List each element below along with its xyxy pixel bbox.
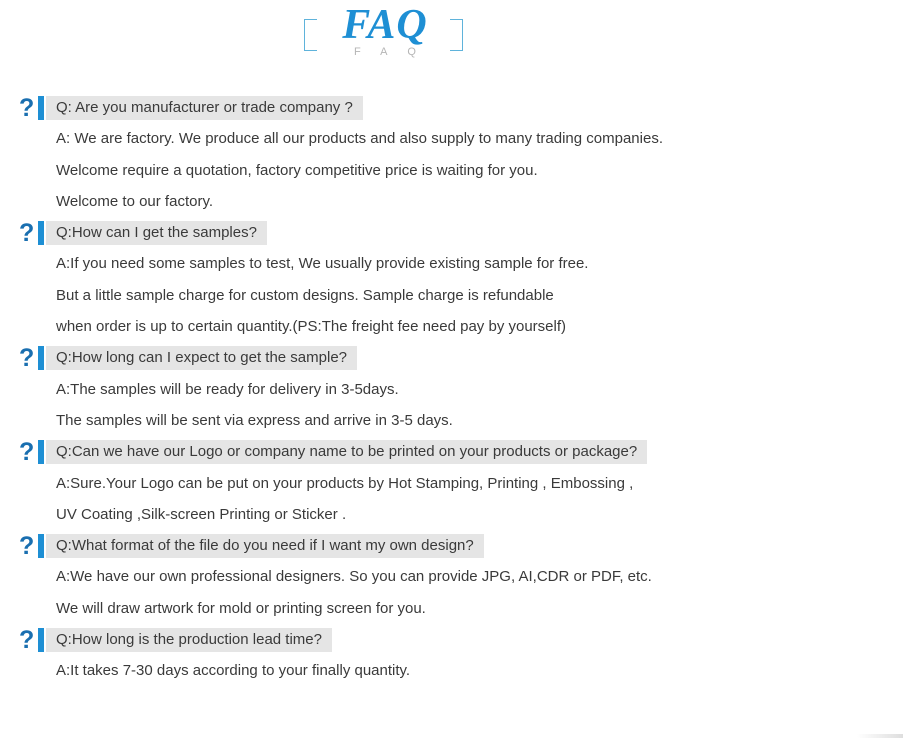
- faq-answer-line: Welcome to our factory.: [56, 192, 214, 210]
- faq-answer-line: We will draw artwork for mold or printing screen for you.: [56, 599, 426, 617]
- faq-question: Q:Can we have our Logo or company name to be printed on your products or package?: [46, 440, 647, 464]
- faq-answer-line: A:If you need some samples to test, We usually provide existing sample for free.: [56, 255, 589, 273]
- faq-answer-row: [0, 562, 903, 593]
- faq-question-row: [0, 531, 903, 562]
- faq-answer-line: UV Coating ,Silk-screen Printing or Sticker .: [56, 505, 347, 523]
- faq-subtitle: FAQ: [353, 46, 436, 58]
- question-mark-icon: ?: [19, 438, 35, 467]
- question-accent-bar: [38, 440, 44, 464]
- faq-question: Q:What format of the file do you need if I want my own design?: [46, 534, 484, 558]
- faq-answer-row: [0, 124, 903, 155]
- faq-answer-line: A:We have our own professional designers. So you can provide JPG, AI,CDR or PDF, etc.: [56, 568, 652, 586]
- faq-answer-row: [0, 187, 903, 218]
- faq-title: FAQ: [342, 2, 428, 48]
- faq-answer-row: [0, 656, 903, 687]
- faq-answer-row: [0, 375, 903, 406]
- question-mark-icon: ?: [19, 219, 35, 248]
- question-accent-bar: [38, 346, 44, 370]
- faq-question: Q:How long can I expect to get the sample?: [46, 346, 357, 370]
- faq-answer-line: A:Sure.Your Logo can be put on your products by Hot Stamping, Printing , Embossing ,: [56, 474, 634, 492]
- faq-question-row: [0, 343, 903, 374]
- question-accent-bar: [38, 221, 44, 245]
- faq-answer-row: [0, 469, 903, 500]
- question-accent-bar: [38, 534, 44, 558]
- question-mark-icon: ?: [19, 94, 35, 122]
- faq-answer-row: [0, 281, 903, 312]
- faq-answer-line: A:The samples will be ready for delivery in 3-5days.: [56, 380, 399, 398]
- faq-answer-line: Welcome require a quotation, factory competitive price is waiting for you.: [56, 161, 538, 179]
- question-mark-icon: ?: [19, 532, 35, 561]
- faq-question-row: [0, 437, 903, 468]
- faq-answer-row: [0, 156, 903, 187]
- question-accent-bar: [38, 628, 44, 652]
- faq-question: Q:How long is the production lead time?: [46, 628, 332, 652]
- question-mark-icon: ?: [19, 626, 35, 655]
- faq-answer-row: [0, 249, 903, 280]
- faq-answer-row: [0, 500, 903, 531]
- faq-list: [0, 93, 903, 688]
- question-mark-icon: ?: [19, 344, 35, 373]
- faq-answer-line: A:It takes 7-30 days according to your finally quantity.: [56, 662, 411, 680]
- faq-question-row: [0, 625, 903, 656]
- corner-shadow-decoration: [857, 734, 903, 738]
- faq-answer-line: The samples will be sent via express and arrive in 3-5 days.: [56, 411, 453, 429]
- faq-answer-line: A: We are factory. We produce all our products and also supply to many trading companies.: [56, 130, 663, 148]
- faq-question-row: [0, 218, 903, 249]
- faq-answer-line: But a little sample charge for custom designs. Sample charge is refundable: [56, 286, 554, 304]
- question-accent-bar: [38, 96, 44, 120]
- faq-answer-row: [0, 312, 903, 343]
- faq-answer-row: [0, 594, 903, 625]
- faq-answer-row: [0, 406, 903, 437]
- faq-answer-line: when order is up to certain quantity.(PS:The freight fee need pay by yourself): [56, 318, 566, 336]
- faq-header: [300, 0, 470, 64]
- faq-question: Q: Are you manufacturer or trade company ?: [46, 96, 363, 120]
- faq-question-row: [0, 93, 903, 124]
- faq-question: Q:How can I get the samples?: [46, 221, 267, 245]
